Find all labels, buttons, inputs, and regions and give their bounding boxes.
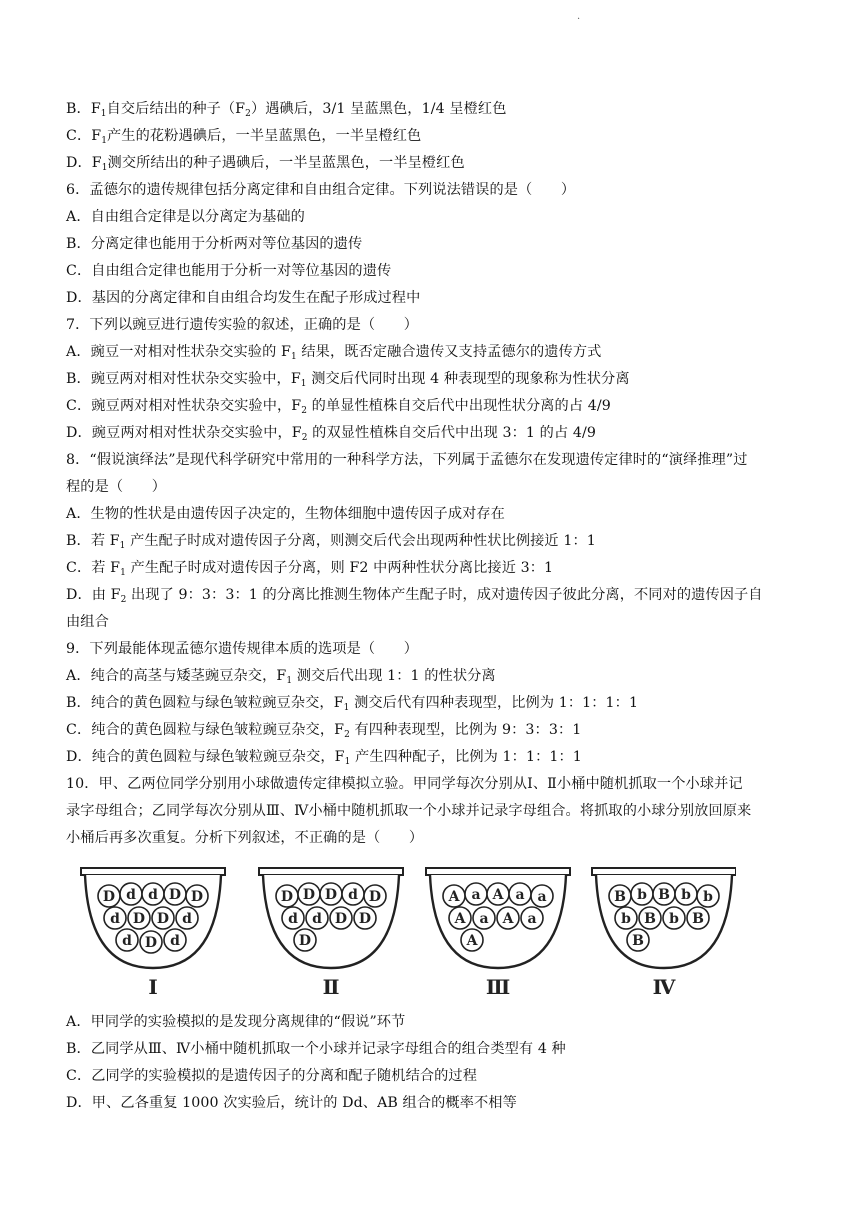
bucket-rim: [592, 868, 736, 875]
q10-option-b: B．乙同学从Ⅲ、Ⅳ小桶中随机抓取一个小球并记录字母组合的组合类型有 4 种: [66, 1041, 566, 1057]
q5-option-d: D．$F_1$测交所结出的种子遇碘后，一半呈蓝黑色，一半呈橙红色: [66, 155, 465, 173]
ball-label: D: [144, 935, 158, 951]
q9-option-a: A．纯合的高茎与矮茎豌豆杂交，$F_1$ 测交后代出现 1：1 的性状分离: [66, 668, 496, 686]
bucket-4: [592, 868, 736, 999]
q7-option-c: C．豌豆两对相对性状杂交实验中，$F_2$ 的单显性植株自交后代中出现性状分离的占 4/9: [66, 398, 611, 416]
q10-options: [66, 1009, 806, 1117]
ball-label: D: [334, 911, 348, 927]
q8-option-a: A．生物的性状是由遗传因子决定的，生物体细胞中遗传因子成对存在: [66, 506, 505, 522]
bucket-rim: [426, 868, 570, 875]
ball-label: B: [692, 911, 704, 927]
bucket-label: Ⅰ: [148, 975, 158, 999]
ball-label: D: [358, 911, 372, 927]
ball-label: d: [126, 887, 136, 903]
ball-label: D: [190, 889, 204, 905]
ball-label: b: [681, 887, 691, 903]
ball-label: a: [527, 911, 537, 927]
q8-stem-line1: 8．“假说演绎法”是现代科学研究中常用的一种科学方法，下列属于孟德尔在发现遗传定律时的“演绎推理”过: [66, 452, 748, 468]
ball-label: D: [324, 887, 338, 903]
question-body: [66, 96, 806, 852]
ball-label: b: [703, 889, 713, 905]
q6-option-c: C．自由组合定律也能用于分析一对等位基因的遗传: [66, 263, 392, 279]
ball-label: b: [669, 911, 679, 927]
q10-stem-line1: 10．甲、乙两位同学分别用小球做遗传定律模拟立验。甲同学每次分别从Ⅰ、Ⅱ小桶中随机抓取一个小球并记: [66, 776, 743, 792]
ball-label: D: [156, 911, 170, 927]
q9-option-d: D．纯合的黄色圆粒与绿色皱粒豌豆杂交，$F_1$ 产生四种配子，比例为 1：1：1：1: [66, 749, 582, 767]
bucket-rim: [259, 868, 403, 875]
ball-label: A: [448, 889, 460, 905]
ball-label: d: [182, 911, 192, 927]
q8-stem-line2: 程的是（ ）: [66, 479, 167, 495]
header-dot: ·: [577, 14, 581, 25]
bucket-1: [81, 868, 225, 999]
ball-label: A: [466, 933, 478, 949]
ball-label: A: [492, 887, 504, 903]
q9-option-c: C．纯合的黄色圆粒与绿色皱粒豌豆杂交，$F_2$ 有四种表现型，比例为 9：3：3：1: [66, 722, 582, 740]
ball-label: a: [471, 887, 481, 903]
bucket-figure: [76, 862, 736, 1002]
q10-stem-line2: 录字母组合；乙同学每次分别从Ⅲ、Ⅳ小桶中随机抓取一个小球并记录字母组合。将抓取的小球分别放回原来: [66, 803, 752, 819]
q9-stem: 9．下列最能体现孟德尔遗传规律本质的选项是（ ）: [66, 641, 419, 657]
q7-option-b: B．豌豆两对相对性状杂交实验中，$F_1$ 测交后代同时出现 4 种表现型的现象称为性状分离: [66, 371, 630, 389]
ball-label: B: [644, 911, 656, 927]
bucket-2: [259, 868, 403, 999]
bucket-3: [426, 868, 570, 999]
ball-label: b: [621, 911, 631, 927]
q7-stem: 7．下列以豌豆进行遗传实验的叙述，正确的是（ ）: [66, 317, 419, 333]
ball-label: d: [170, 933, 180, 949]
q7-option-d: D．豌豆两对相对性状杂交实验中，$F_2$ 的双显性植株自交后代中出现 3：1 的占 4/9: [66, 425, 596, 443]
ball-label: D: [168, 887, 182, 903]
ball-label: B: [658, 887, 670, 903]
ball-label: B: [632, 933, 644, 949]
ball-label: B: [614, 889, 626, 905]
ball-label: a: [479, 911, 489, 927]
ball-label: D: [298, 933, 312, 949]
ball-label: D: [102, 889, 116, 905]
q8-option-c: C．若 $F_1$ 产生配子时成对遗传因子分离，则 F2 中两种性状分离比接近 3：1: [66, 560, 554, 578]
bucket-illustration: [76, 862, 736, 1002]
ball-label: b: [637, 887, 647, 903]
q5-option-b: B．$F_1$自交后结出的种子$(F_2)$遇碘后，3/1 呈蓝黑色，1/4 呈橙红色: [66, 101, 507, 119]
q10-option-a: A．甲同学的实验模拟的是发现分离规律的“假说”环节: [66, 1014, 406, 1030]
q8-option-b: B．若 $F_1$ 产生配子时成对遗传因子分离，则测交后代会出现两种性状比例接近 1：1: [66, 533, 596, 551]
ball-label: a: [537, 889, 547, 905]
ball-label: D: [368, 889, 382, 905]
q6-stem: 6．孟德尔的遗传规律包括分离定律和自由组合定律。下列说法错误的是（ ）: [66, 182, 576, 198]
ball-label: d: [288, 911, 298, 927]
ball-label: A: [454, 911, 466, 927]
bucket-label: Ⅲ: [485, 975, 511, 999]
q5-option-c: C．$F_1$产生的花粉遇碘后，一半呈蓝黑色，一半呈橙红色: [66, 128, 422, 146]
bucket-label: Ⅳ: [652, 975, 676, 999]
ball-label: d: [312, 911, 322, 927]
q9-option-b: B．纯合的黄色圆粒与绿色皱粒豌豆杂交，$F_1$ 测交后代有四种表现型，比例为 1：1：1：1: [66, 695, 639, 713]
ball-label: d: [348, 887, 358, 903]
ball-label: A: [502, 911, 514, 927]
ball-label: D: [280, 889, 294, 905]
ball-label: D: [132, 911, 146, 927]
ball-label: a: [515, 887, 525, 903]
ball-label: D: [302, 887, 316, 903]
bucket-label: Ⅱ: [322, 975, 340, 999]
q10-option-d: D．甲、乙各重复 1000 次实验后，统计的 Dd、AB 组合的概率不相等: [66, 1095, 517, 1111]
ball-label: d: [122, 933, 132, 949]
q10-stem-line3: 小桶后再多次重复。分析下列叙述，不正确的是（ ）: [66, 830, 424, 846]
bucket-rim: [81, 868, 225, 875]
q6-option-b: B．分离定律也能用于分析两对等位基因的遗传: [66, 236, 363, 252]
q10-option-c: C．乙同学的实验模拟的是遗传因子的分离和配子随机结合的过程: [66, 1068, 478, 1084]
q8-option-d-line2: 由组合: [66, 614, 109, 630]
q6-option-a: A．自由组合定律是以分离定为基础的: [66, 209, 305, 225]
q6-option-d: D．基因的分离定律和自由组合均发生在配子形成过程中: [66, 290, 421, 306]
ball-label: d: [148, 887, 158, 903]
q7-option-a: A．豌豆一对相对性状杂交实验的 $F_1$ 结果，既否定融合遗传又支持孟德尔的遗传方式: [66, 344, 602, 362]
ball-label: d: [110, 911, 120, 927]
q8-option-d-line1: D．由 $F_2$ 出现了 9：3：3：1 的分离比推测生物体产生配子时，成对遗传因子彼此分离，不同对的遗传因子自: [66, 587, 763, 605]
